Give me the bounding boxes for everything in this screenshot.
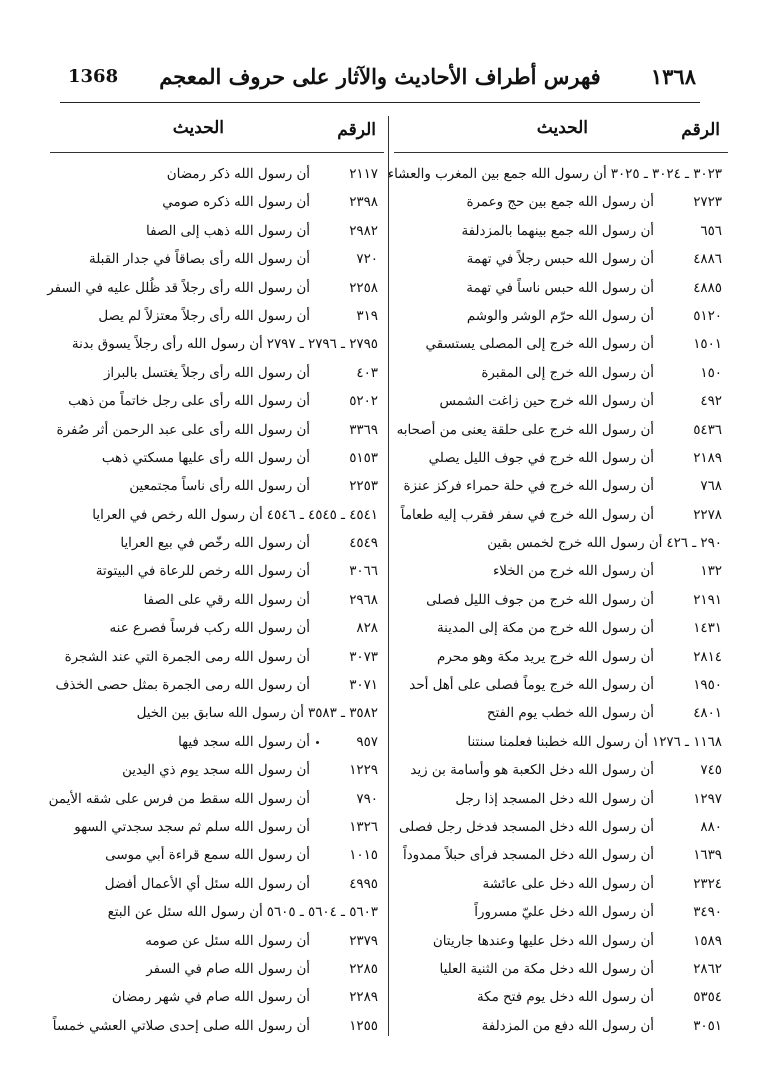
hadith-number: ١٣٢: [700, 564, 722, 580]
number-column-heading: الرقم: [337, 120, 376, 140]
hadith-number: ٧٦٨: [700, 479, 722, 495]
hadith-incipit: أن رسول الله رأى ناساً مجتمعين: [129, 479, 310, 495]
index-entry: [394, 644, 728, 672]
hadith-number: ٢٢٨٥: [349, 961, 378, 977]
hadith-incipit: أن رسول الله خرج لخمس بقين: [487, 536, 663, 552]
hadith-number: ١٦٣٩: [693, 848, 722, 864]
hadith-number: ٩٥٧: [356, 734, 378, 750]
hadith-incipit: أن رسول الله رمى الجمرة بمثل حصى الخذف: [55, 678, 310, 694]
index-entry: [394, 558, 728, 586]
hadith-number: ٣٠٢٣ ـ ٣٠٢٤ ـ ٣٠٢٥: [610, 167, 722, 182]
hadith-number: ٢٨٦٢: [693, 961, 722, 977]
hadith-number: ٧٩٠: [356, 791, 378, 807]
hadith-number: ٤٩٢: [700, 394, 722, 410]
hadith-number: ٢٢٥٨: [349, 280, 378, 296]
index-column-right: [387, 112, 728, 1041]
index-entry: [50, 700, 384, 728]
index-entry: [394, 246, 728, 274]
hadith-number: ٨٨٠: [700, 819, 722, 835]
hadith-incipit: أن رسول الله خطبنا فعلمنا سنتنا: [467, 734, 648, 750]
hadith-incipit: أن رسول الله سلم ثم سجد سجدتي السهو: [74, 819, 310, 835]
hadith-incipit: أن رسول الله دخل المسجد فدخل رجل فصلى: [399, 819, 654, 835]
hadith-number: ٢٢٥٣: [349, 479, 378, 495]
hadith-number: ١٢٥٥: [349, 1018, 378, 1034]
index-entry: [394, 473, 728, 501]
hadith-incipit: أن رسول الله خرج من جوف الليل فصلى: [426, 592, 654, 608]
index-entry: [50, 417, 384, 445]
index-entry: [394, 928, 728, 956]
hadith-number: ٢٨١٤: [693, 649, 722, 665]
hadith-number: ١٥٠١: [693, 337, 722, 353]
hadith-incipit: أن رسول الله خرج إلى المصلى يستسقي: [425, 337, 654, 353]
hadith-number: ٤٨٠١: [693, 706, 722, 722]
hadith-number: ٢٩٨٢: [349, 223, 378, 239]
index-column-left: [47, 112, 384, 1041]
hadith-number: ٢١١٧: [349, 167, 378, 182]
index-entry: [50, 530, 384, 558]
column-divider: [388, 116, 389, 1036]
hadith-number: ٣٣٦٩: [349, 422, 378, 438]
hadith-incipit: أن رسول الله سجد فيها: [178, 734, 310, 750]
hadith-incipit: أن رسول الله رأى رجلاً قد ظُلل عليه في السفر: [47, 280, 310, 296]
hadith-incipit: أن رسول الله رأى بصاقاً في جدار القبلة: [89, 252, 310, 268]
hadith-incipit: أن رسول الله رأى رجلاً يسوق بدنة: [71, 337, 263, 353]
hadith-number: ٥٦٠٣ ـ ٥٦٠٤ ـ ٥٦٠٥: [266, 905, 378, 921]
hadith-incipit: أن رسول الله حبس ناساً في تهمة: [466, 280, 654, 296]
index-entry: [50, 871, 384, 899]
hadith-incipit: أن رسول الله سجد يوم ذي اليدين: [122, 763, 310, 779]
hadith-number: ٣٠٧٣: [349, 649, 378, 665]
index-entry: [50, 814, 384, 842]
hadith-incipit: أن رسول الله خرج في سفر فقرب إليه طعاماً: [400, 507, 654, 523]
hadith-incipit: أن رسول الله دخل الكعبة هو وأسامة بن زيد: [410, 763, 654, 779]
hadith-number: ٢١٩١: [693, 592, 722, 608]
index-entry: [50, 956, 384, 984]
hadith-number: ٣٥٨٢ ـ ٣٥٨٣: [308, 706, 378, 722]
running-header: [60, 62, 700, 103]
hadith-number: ١٩٥٠: [693, 678, 722, 694]
index-entry: [50, 842, 384, 870]
index-entry: [394, 331, 728, 359]
index-entry: [50, 587, 384, 615]
hadith-number: ٤٥٤٩: [349, 536, 378, 552]
index-entry: [394, 189, 728, 217]
page-number-arabic: ١٣٦٨: [650, 64, 696, 89]
hadith-number: ٤٥٤١ ـ ٤٥٤٥ ـ ٤٥٤٦: [266, 507, 378, 523]
hadith-incipit: أن رسول الله سقط من فرس على شقه الأيمن: [48, 791, 310, 807]
hadith-number: ٢٣٢٤: [693, 876, 722, 892]
hadith-number: ٢٧٢٣: [693, 195, 722, 211]
index-entry: [394, 615, 728, 643]
index-entry: [394, 842, 728, 870]
hadith-column-heading: الحديث: [536, 118, 588, 138]
hadith-incipit: أن رسول الله رقي على الصفا: [143, 592, 310, 608]
hadith-number: ٥٢٠٢: [349, 394, 378, 410]
index-entry: [394, 587, 728, 615]
index-entry: [394, 530, 728, 558]
hadith-incipit: أن رسول الله دخل عليّ مسروراً: [474, 905, 654, 921]
index-entry: [50, 1013, 384, 1041]
index-rows: [47, 153, 384, 1041]
page-title: فهرس أطراف الأحاديث والآثار على حروف المعجم: [159, 64, 601, 89]
hadith-incipit: أن رسول الله صلى إحدى صلاتي العشي خمساً: [52, 1018, 310, 1034]
hadith-incipit: أن رسول الله دخل المسجد فرأى حبلاً ممدوداً: [402, 848, 654, 864]
index-entry: [394, 388, 728, 416]
hadith-incipit: أن رسول الله جمع بين المغرب والعشاء: [387, 167, 607, 182]
hadith-incipit: أن رسول الله خرج من الخلاء: [493, 564, 654, 580]
hadith-incipit: أن رسول الله رمى الجمرة التي عند الشجرة: [64, 649, 310, 665]
index-entry: [50, 388, 384, 416]
index-entry: [50, 189, 384, 217]
hadith-incipit: أن رسول الله سئل أي الأعمال أفضل: [104, 876, 310, 892]
hadith-incipit: أن رسول الله ركب فرساً فصرع عنه: [109, 621, 310, 637]
index-entry: [394, 814, 728, 842]
hadith-incipit: أن رسول الله سمع قراءة أبي موسى: [105, 848, 310, 864]
hadith-number: ٣٠٥١: [693, 1018, 722, 1034]
hadith-incipit: أن رسول الله خرج يوماً فصلى على أهل أحد: [409, 678, 654, 694]
index-entry: [50, 445, 384, 473]
hadith-incipit: أن رسول الله رأى على عبد الرحمن أثر صُفرة: [56, 422, 310, 438]
index-entry: [394, 672, 728, 700]
hadith-number: ١٥٠: [700, 365, 722, 381]
index-entry: [50, 502, 384, 530]
hadith-number: ١٣٢٦: [349, 819, 378, 835]
index-entry: [50, 757, 384, 785]
hadith-incipit: أن رسول الله خرج حين زاغت الشمس: [439, 394, 654, 410]
index-entry: [50, 303, 384, 331]
hadith-incipit: أن رسول الله ذكر رمضان: [166, 167, 310, 182]
index-entry: [387, 161, 728, 189]
hadith-number: ٣٤٩٠: [693, 905, 722, 921]
index-entry: [394, 502, 728, 530]
index-entry: [50, 331, 384, 359]
hadith-incipit: أن رسول الله خرج في حلة حمراء فركز عنزة: [403, 479, 654, 495]
index-entry: [50, 984, 384, 1012]
index-entry: [50, 615, 384, 643]
hadith-column-heading: الحديث: [172, 118, 224, 138]
hadith-incipit: أن رسول الله دفع من المزدلفة: [481, 1018, 654, 1034]
hadith-number: ٧٤٥: [700, 763, 722, 779]
hadith-number: ٥١٥٣: [349, 450, 378, 466]
hadith-incipit: أن رسول الله دخل مكة من الثنية العليا: [439, 961, 654, 977]
index-entry: [394, 1013, 728, 1041]
hadith-number: ٢٩٦٨: [349, 592, 378, 608]
hadith-incipit: أن رسول الله رخص للرعاة في البيتوتة: [95, 564, 310, 580]
number-column-heading: الرقم: [681, 120, 720, 140]
index-entry: [50, 928, 384, 956]
hadith-number: ٢٢٧٨: [693, 507, 722, 523]
hadith-incipit: أن رسول الله خرج في جوف الليل يصلي: [428, 450, 654, 466]
hadith-incipit: أن رسول الله رخّص في بيع العرايا: [120, 536, 310, 552]
index-entry: [50, 473, 384, 501]
hadith-number: ١٢٩٧: [693, 791, 722, 807]
hadith-incipit: أن رسول الله رأى رجلاً يغتسل بالبراز: [103, 365, 310, 381]
index-entry: [50, 644, 384, 672]
page-number-latin: 1368: [68, 66, 119, 87]
hadith-incipit: أن رسول الله جمع بين حج وعمرة: [466, 195, 654, 211]
hadith-number: ٧٢٠: [356, 252, 378, 268]
hadith-number: ٢٧٩٥ ـ ٢٧٩٦ ـ ٢٧٩٧: [266, 337, 378, 353]
hadith-number: ١٤٣١: [693, 621, 722, 637]
hadith-incipit: أن رسول الله صام في شهر رمضان: [111, 990, 310, 1006]
hadith-incipit: أن رسول الله خرج من مكة إلى المدينة: [437, 621, 654, 637]
column-header: [394, 112, 728, 153]
index-entry: [50, 246, 384, 274]
hadith-incipit: أن رسول الله سئل عن البتع: [107, 905, 263, 921]
hadith-incipit: أن رسول الله رأى رجلاً معتزلاً لم يصل: [98, 308, 310, 324]
index-entry: [394, 303, 728, 331]
hadith-incipit: أن رسول الله سئل عن صومه: [145, 933, 310, 949]
index-entry: [50, 360, 384, 388]
hadith-number: ١٢٢٩: [349, 763, 378, 779]
index-entry: [50, 899, 384, 927]
hadith-number: ٢٢٨٩: [349, 990, 378, 1006]
hadith-number: ٤٠٣: [356, 365, 378, 381]
hadith-number: ١١٦٨ ـ ١٢٧٦: [652, 734, 722, 750]
hadith-incipit: أن رسول الله دخل المسجد إذا رجل: [455, 791, 654, 807]
hadith-incipit: أن رسول الله حرّم الوشر والوشم: [466, 308, 654, 324]
hadith-number: ٦٥٦: [700, 223, 722, 239]
index-entry: [394, 984, 728, 1012]
index-entry: [394, 417, 728, 445]
hadith-number: ٤٨٨٥: [693, 280, 722, 296]
hadith-incipit: أن رسول الله خطب يوم الفتح: [486, 706, 654, 722]
hadith-number: ٤٩٩٥: [349, 876, 378, 892]
index-entry: [394, 218, 728, 246]
hadith-incipit: أن رسول الله ذهب إلى الصفا: [146, 223, 310, 239]
index-entry: [50, 558, 384, 586]
index-entry: [394, 275, 728, 303]
hadith-incipit: أن رسول الله رأى عليها مسكتي ذهب: [101, 450, 310, 466]
index-entry: [47, 275, 384, 303]
hadith-number: ١٥٨٩: [693, 933, 722, 949]
hadith-number: ٥٤٣٦: [693, 422, 722, 438]
hadith-incipit: أن رسول الله رأى على رجل خاتماً من ذهب: [68, 394, 310, 410]
index-entry: [394, 871, 728, 899]
index-entry: [394, 729, 728, 757]
hadith-number: ٣١٩: [356, 308, 378, 324]
stray-mark: [316, 741, 319, 744]
hadith-incipit: أن رسول الله دخل يوم فتح مكة: [477, 990, 654, 1006]
index-entry: [50, 218, 384, 246]
hadith-incipit: أن رسول الله ذكره صومي: [162, 195, 310, 211]
hadith-incipit: أن رسول الله خرج على حلقة يعنى من أصحابه: [396, 422, 654, 438]
hadith-incipit: أن رسول الله سابق بين الخيل: [136, 706, 304, 722]
index-entry: [50, 672, 384, 700]
hadith-number: ١٠١٥: [349, 848, 378, 864]
hadith-incipit: أن رسول الله رخص في العرايا: [92, 507, 263, 523]
index-entry: [394, 445, 728, 473]
index-entry: [394, 360, 728, 388]
hadith-incipit: أن رسول الله حبس رجلاً في تهمة: [466, 252, 654, 268]
hadith-number: ٢٣٩٨: [349, 195, 378, 211]
hadith-number: ٤٨٨٦: [693, 252, 722, 268]
index-entry: [50, 161, 384, 189]
hadith-incipit: أن رسول الله صام في السفر: [146, 961, 310, 977]
column-header: [50, 112, 384, 153]
index-entry: [50, 729, 384, 757]
index-entry: [394, 956, 728, 984]
index-entry: [394, 700, 728, 728]
hadith-number: ٥٣٥٤: [693, 990, 722, 1006]
hadith-incipit: أن رسول الله خرج يريد مكة وهو محرم: [437, 649, 654, 665]
index-entry: [394, 899, 728, 927]
index-rows: [387, 153, 728, 1041]
hadith-number: ٢٩٠ ـ ٤٢٦: [666, 536, 722, 552]
index-entry: [394, 786, 728, 814]
index-entry: [394, 757, 728, 785]
hadith-number: ٨٢٨: [356, 621, 378, 637]
hadith-incipit: أن رسول الله جمع بينهما بالمزدلفة: [461, 223, 654, 239]
hadith-incipit: أن رسول الله خرج إلى المقبرة: [481, 365, 654, 381]
hadith-number: ٢٣٧٩: [349, 933, 378, 949]
index-entry: [50, 786, 384, 814]
hadith-number: ٣٠٧١: [349, 678, 378, 694]
hadith-incipit: أن رسول الله دخل على عائشة: [482, 876, 654, 892]
hadith-number: ٢١٨٩: [693, 450, 722, 466]
hadith-number: ٥١٢٠: [693, 308, 722, 324]
hadith-incipit: أن رسول الله دخل عليها وعندها جاريتان: [432, 933, 654, 949]
hadith-number: ٣٠٦٦: [349, 564, 378, 580]
